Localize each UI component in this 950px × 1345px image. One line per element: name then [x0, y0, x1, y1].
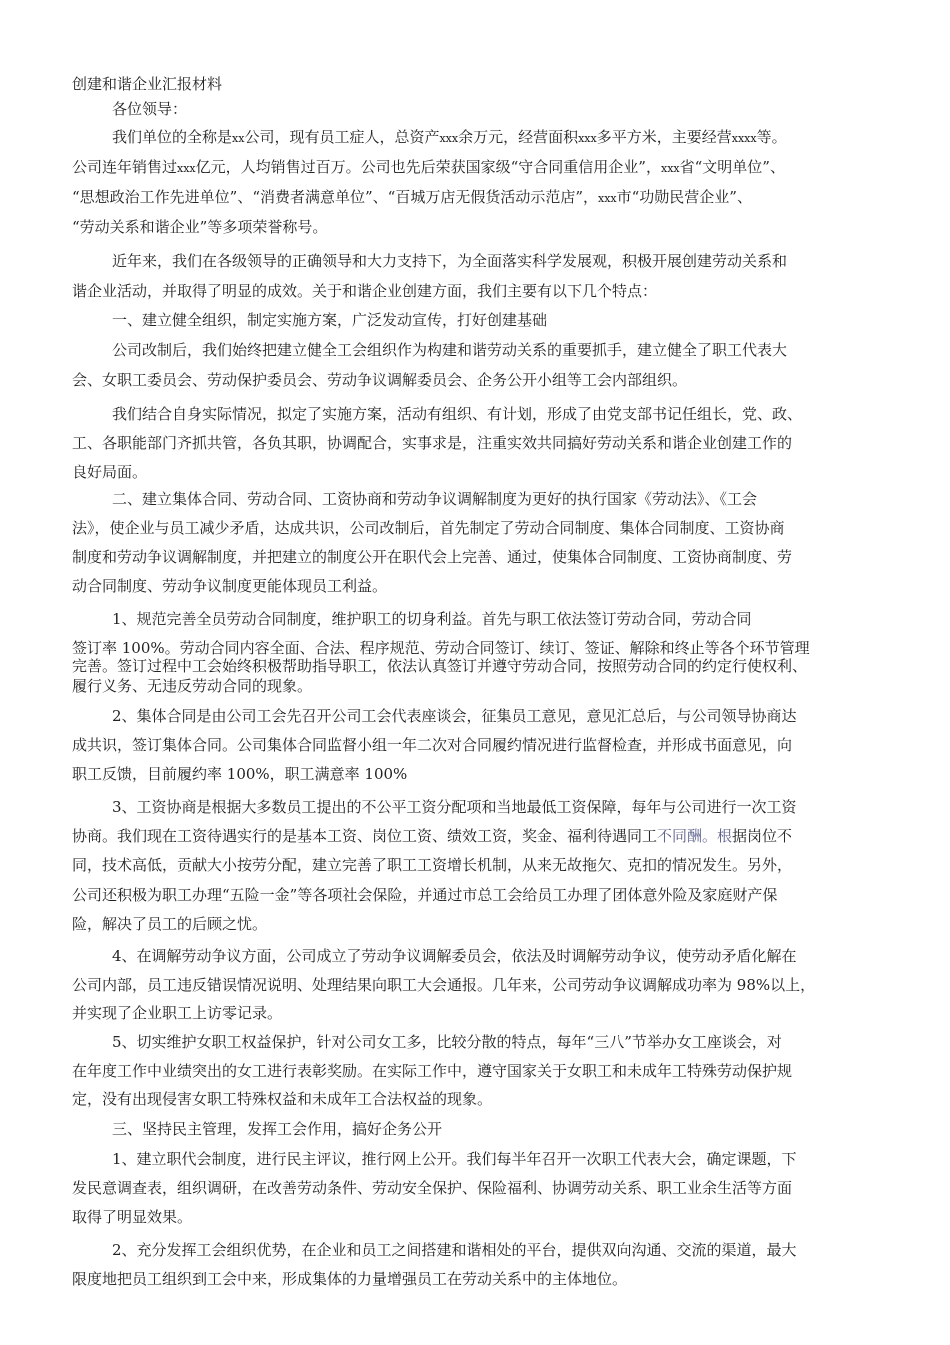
paragraph-line: 4、在调解劳动争议方面，公司成立了劳动争议调解委员会，依法及时调解劳动争议，使劳动矛盾化解在: [112, 947, 797, 965]
paragraph-line: 法》，使企业与员工减少矛盾，达成共识，公司改制后，首先制定了劳动合同制度、集体合同制度、工资协商: [72, 519, 785, 537]
paragraph-line: 在年度工作中业绩突出的女工进行表彰奖励。在实际工作中，遵守国家关于女职工和未成年工特殊劳动保护规: [72, 1062, 793, 1080]
paragraph-line: 良好局面。: [72, 463, 148, 481]
paragraph-line: 公司内部，员工违反错误情况说明、处理结果向职工大会通报。几年来，公司劳动争议调解成功率为 98%以上，: [72, 976, 816, 994]
paragraph-line: 签订率 100%。劳动合同内容全面、合法、程序规范、劳动合同签订、续订、签证、解除和终止等各个环节管理: [72, 639, 810, 657]
paragraph-line: 公司还积极为职工办理“五险一金”等各项社会保险，并通过市总工会给员工办理了团体意外险及家庭财产保: [72, 886, 778, 904]
section-heading-3: 三、坚持民主管理，发挥工会作用，搞好企务公开: [112, 1120, 443, 1138]
paragraph-line: 动合同制度、劳动争议制度更能体现员工利益。: [72, 577, 388, 595]
paragraph-line: 制度和劳动争议调解制度，并把建立的制度公开在职代会上完善、通过，使集体合同制度、工资协商制度、劳: [72, 548, 793, 566]
paragraph-line: 2、集体合同是由公司工会先召开公司工会代表座谈会，征集员工意见，意见汇总后，与公司领导协商达: [112, 707, 797, 725]
paragraph-line: 谐企业活动，并取得了明显的成效。关于和谐企业创建方面，我们主要有以下几个特点：: [72, 282, 658, 300]
paragraph-line: 公司改制后，我们始终把建立健全工会组织作为构建和谐劳动关系的重要抓手，建立健全了职工代表大: [112, 341, 788, 359]
intro-line-2: 公司连年销售过xxx亿元，人均销售过百万。公司也先后荣获国家级“守合同重信用企业”，xxx省“文明单位”、: [72, 158, 785, 176]
paragraph-line: 工、各职能部门齐抓共管，各负其职，协调配合，实事求是，注重实效共同搞好劳动关系和谐企业创建工作的: [72, 434, 793, 452]
intro-line-3: “思想政治工作先进单位”、“消费者满意单位”、“百城万店无假货活动示范店”，xxx市“功勋民营企业”、: [72, 188, 752, 206]
greeting: 各位领导：: [112, 100, 188, 118]
paragraph-line: 2、充分发挥工会组织优势，在企业和员工之间搭建和谐相处的平台，提供双向沟通、交流的渠道，最大: [112, 1241, 797, 1259]
paragraph-line: 履行义务、无违反劳动合同的现象。: [72, 677, 313, 695]
paragraph-line: 并实现了企业职工上访零记录。: [72, 1004, 283, 1022]
intro-line-4: “劳动关系和谐企业”等多项荣誉称号。: [72, 218, 328, 236]
paragraph-line: 完善。签订过程中工会始终积极帮助指导职工，依法认真签订并遵守劳动合同，按照劳动合同的约定行使权利、: [72, 657, 808, 675]
paragraph-line: 发民意调查表，组织调研，在改善劳动条件、劳动安全保护、保险福利、协调劳动关系、职工业余生活等方面: [72, 1179, 793, 1197]
paragraph-line: 1、规范完善全员劳动合同制度，维护职工的切身利益。首先与职工依法签订劳动合同，劳动合同: [112, 610, 752, 628]
paragraph-line: 会、女职工委员会、劳动保护委员会、劳动争议调解委员会、企务公开小组等工会内部组织。: [72, 371, 688, 389]
paragraph-line: 我们结合自身实际情况，拟定了实施方案，活动有组织、有计划，形成了由党支部书记任组长，党、政、: [112, 405, 803, 423]
section-heading-2: 二、建立集体合同、劳动合同、工资协商和劳动争议调解制度为更好的执行国家《劳动法》、《工会: [112, 490, 758, 508]
paragraph-line: 同，技术高低，贡献大小按劳分配，建立完善了职工工资增长机制，从来无故拖欠、克扣的情况发生。另外，: [72, 856, 793, 874]
section-heading-1: 一、建立健全组织，制定实施方案，广泛发动宣传，打好创建基础: [112, 311, 548, 329]
paragraph-line: 职工反馈，目前履约率 100%，职工满意率 100%: [72, 765, 408, 783]
paragraph-line: 3、工资协商是根据大多数员工提出的不公平工资分配项和当地最低工资保障，每年与公司进行一次工资: [112, 798, 797, 816]
paragraph-line: 险，解决了员工的后顾之忧。: [72, 915, 268, 933]
document-title: 创建和谐企业汇报材料: [72, 75, 223, 93]
paragraph-line: 定，没有出现侵害女职工特殊权益和未成年工合法权益的现象。: [72, 1090, 493, 1108]
paragraph-line: 1、建立职代会制度，进行民主评议，推行网上公开。我们每半年召开一次职工代表大会，确定课题，下: [112, 1150, 797, 1168]
paragraph-line: 取得了明显效果。: [72, 1208, 193, 1226]
paragraph-line: 成共识，签订集体合同。公司集体合同监督小组一年二次对合同履约情况进行监督检查，并形成书面意见，向: [72, 736, 793, 754]
intro-line-1: 我们单位的全称是xx公司，现有员工症人，总资产xxx余万元，经营面积xxx多平方米，主要经营xxxx等。: [112, 128, 787, 146]
paragraph-line: 限度地把员工组织到工会中来，形成集体的力量增强员工在劳动关系中的主体地位。: [72, 1270, 628, 1288]
paragraph-line: 协商。我们现在工资待遇实行的是基本工资、岗位工资、绩效工资，奖金、福利待遇同工不同酬。根据岗位不: [72, 827, 793, 845]
paragraph-line: 5、切实维护女职工权益保护，针对公司女工多，比较分散的特点，每年“三八”节举办女工座谈会，对: [112, 1033, 782, 1051]
paragraph-line: 近年来，我们在各级领导的正确领导和大力支持下，为全面落实科学发展观，积极开展创建劳动关系和: [112, 252, 788, 270]
